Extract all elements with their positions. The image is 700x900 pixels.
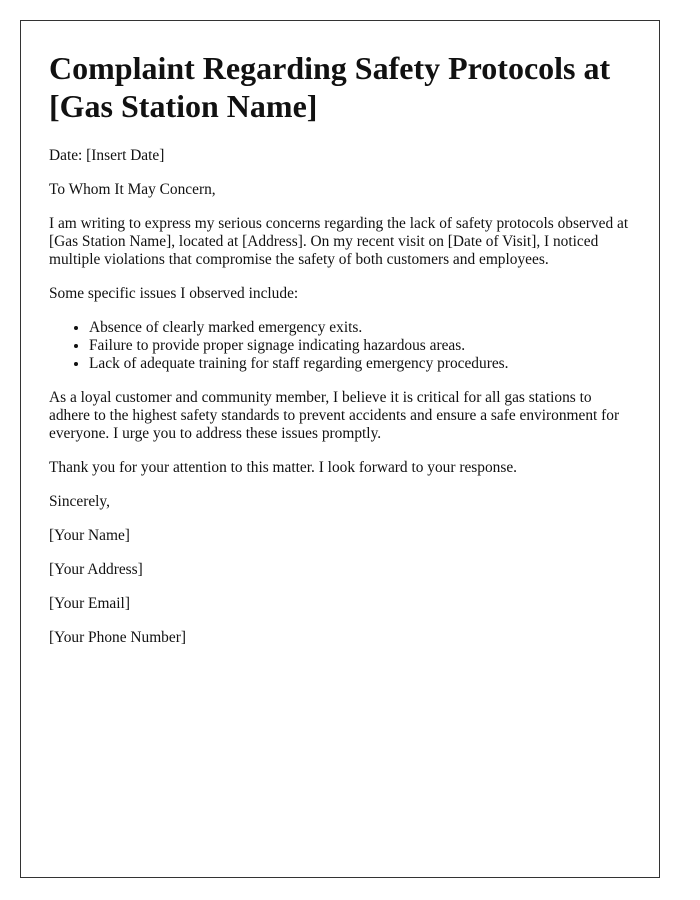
body-paragraph-2: As a loyal customer and community member, I believe it is critical for all gas stations to adhere to the highest safety standards to prevent accidents and ensure a safe environment for everyone. I urge you to address these issues promptly. xyxy=(49,389,620,442)
salutation: To Whom It May Concern, xyxy=(49,181,216,198)
body-paragraph-1: I am writing to express my serious concerns regarding the lack of safety protocols observed at [Gas Station Name], located at [Address]. On my recent visit on [Date of Visit], I noticed multiple violations that compromise the safety of both customers and employees. xyxy=(49,215,629,268)
list-item: • Failure to provide proper signage indicating hazardous areas. xyxy=(89,337,631,355)
issues-list xyxy=(49,319,631,373)
closing-line: Thank you for your attention to this matter. I look forward to your response. xyxy=(49,459,518,476)
letter-title: Complaint Regarding Safety Protocols at [Gas Station Name] xyxy=(49,50,611,124)
issues-intro: Some specific issues I observed include: xyxy=(49,285,299,302)
sign-off: Sincerely, xyxy=(49,493,110,510)
sender-name: [Your Name] xyxy=(49,527,130,544)
letter-container xyxy=(20,20,660,878)
sender-phone: [Your Phone Number] xyxy=(49,629,186,646)
list-item: • Lack of adequate training for staff regarding emergency procedures. xyxy=(89,355,631,373)
sender-address: [Your Address] xyxy=(49,561,143,578)
list-item: • Absence of clearly marked emergency exits. xyxy=(89,319,631,337)
sender-email: [Your Email] xyxy=(49,595,130,612)
date-line: Date: [Insert Date] xyxy=(49,147,165,164)
